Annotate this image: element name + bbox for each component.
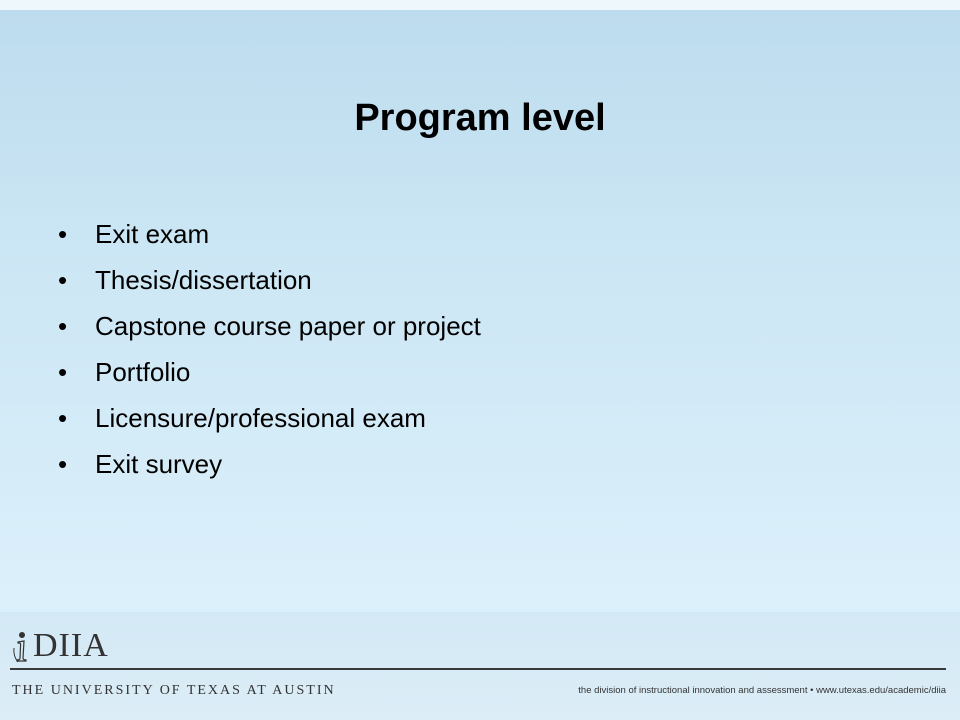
bullet-text: Capstone course paper or project — [95, 311, 481, 341]
footer-tagline: the division of instructional innovation and assessment • www.utexas.edu/academic/diia — [578, 685, 946, 696]
bullet-text: Exit exam — [95, 219, 210, 249]
bullet-text: Portfolio — [95, 357, 191, 387]
diia-logo — [12, 626, 109, 666]
bullet-marker: • — [58, 265, 68, 295]
footer-divider — [10, 668, 946, 670]
top-strip — [0, 0, 960, 10]
bullet-item — [58, 214, 481, 260]
bullet-text: Licensure/professional exam — [95, 403, 426, 433]
bullet-item — [58, 444, 481, 490]
bullet-marker: • — [58, 403, 68, 433]
bullet-marker: • — [58, 357, 68, 387]
bullet-item — [58, 398, 481, 444]
logo-text: DIIA — [33, 627, 109, 664]
university-name: THE UNIVERSITY OF TEXAS AT AUSTIN — [12, 683, 336, 698]
bullet-item — [58, 306, 481, 352]
bullet-marker: • — [58, 311, 68, 341]
bullet-item — [58, 352, 481, 398]
bullet-text: Thesis/dissertation — [95, 265, 312, 295]
slide-title: Program level — [354, 97, 606, 139]
bullet-text: Exit survey — [95, 449, 223, 479]
bullet-item — [58, 260, 481, 306]
info-i-icon — [12, 628, 30, 664]
footer — [0, 612, 960, 720]
bullet-marker: • — [58, 219, 68, 249]
bullet-list — [58, 214, 481, 490]
bullet-marker: • — [58, 449, 68, 479]
